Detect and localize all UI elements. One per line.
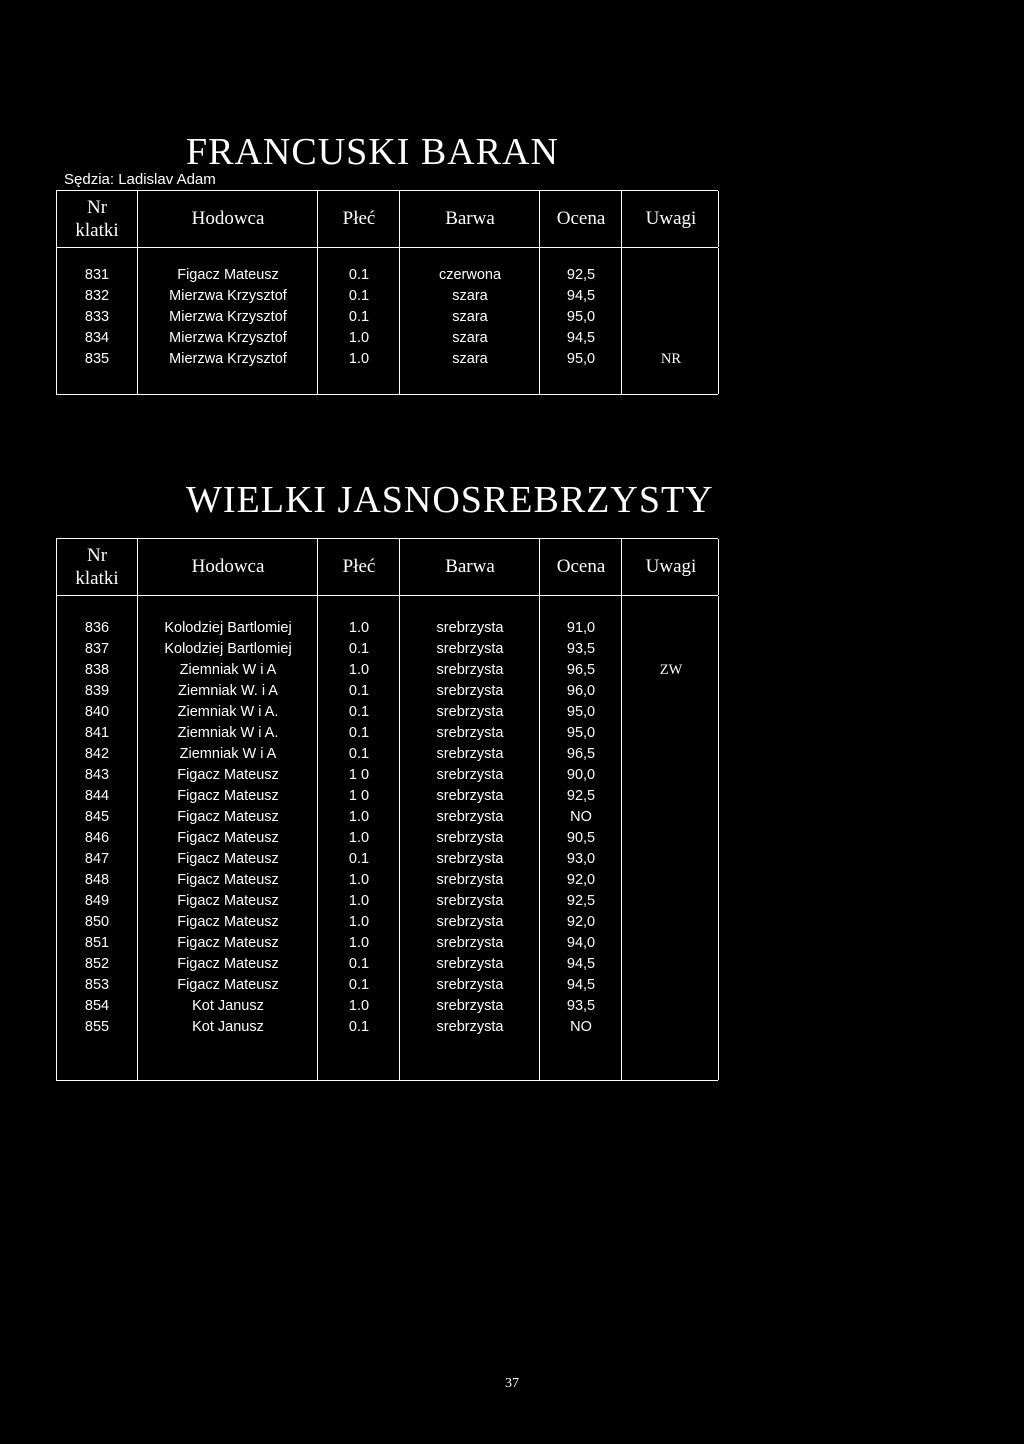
cell-plec: 0.1 <box>348 267 370 283</box>
cell-barwa: srebrzysta <box>436 620 504 636</box>
cell-hodowca: Mierzwa Krzysztof <box>169 288 287 304</box>
cell-nr: 831 <box>84 267 110 283</box>
section-title-wielki-jasnosrebrzysty: WIELKI JASNOSREBRZYSTY <box>186 479 714 521</box>
table-row <box>57 996 718 1017</box>
cell-nr: 854 <box>84 998 110 1014</box>
cell-ocena: 93,0 <box>566 851 596 867</box>
table-row <box>57 744 718 765</box>
cell-ocena: 96,0 <box>566 683 596 699</box>
table-row <box>57 954 718 975</box>
cell-plec: 0.1 <box>348 977 370 993</box>
cell-nr: 851 <box>84 935 110 951</box>
cell-ocena: 92,0 <box>566 872 596 888</box>
header-hodowca: Hodowca <box>191 556 265 577</box>
cell-barwa: srebrzysta <box>436 998 504 1014</box>
header-barwa: Barwa <box>445 208 495 229</box>
cell-hodowca: Figacz Mateusz <box>177 935 279 951</box>
cell-nr: 849 <box>84 893 110 909</box>
cell-hodowca: Figacz Mateusz <box>177 914 279 930</box>
cell-barwa: srebrzysta <box>436 830 504 846</box>
table-row <box>57 765 718 786</box>
cell-hodowca: Kot Janusz <box>192 1019 264 1035</box>
cell-ocena: NO <box>570 809 592 825</box>
table-wielki-jasnosrebrzysty <box>56 538 718 1081</box>
cell-hodowca: Kot Janusz <box>192 998 264 1014</box>
cell-plec: 0.1 <box>348 704 370 720</box>
cell-ocena: 95,0 <box>566 725 596 741</box>
cell-plec: 0.1 <box>348 309 370 325</box>
cell-ocena: 95,0 <box>566 309 596 325</box>
cell-plec: 1.0 <box>348 620 370 636</box>
cell-plec: 1.0 <box>348 872 370 888</box>
cell-hodowca: Mierzwa Krzysztof <box>169 351 287 367</box>
header-ocena: Ocena <box>556 556 606 577</box>
header-plec: Płeć <box>342 556 376 577</box>
cell-nr: 853 <box>84 977 110 993</box>
cell-barwa: srebrzysta <box>436 914 504 930</box>
table-row <box>57 639 718 660</box>
cell-barwa: srebrzysta <box>436 788 504 804</box>
cell-plec: 1.0 <box>348 914 370 930</box>
table-body <box>56 596 718 1081</box>
cell-ocena: 94,5 <box>566 977 596 993</box>
cell-nr: 850 <box>84 914 110 930</box>
cell-nr: 832 <box>84 288 110 304</box>
cell-barwa: srebrzysta <box>436 851 504 867</box>
cell-hodowca: Kolodziej Bartlomiej <box>164 641 292 657</box>
table-row <box>57 891 718 912</box>
table-row <box>57 328 718 349</box>
cell-plec: 1.0 <box>348 662 370 678</box>
cell-plec: 1.0 <box>348 998 370 1014</box>
cell-hodowca: Figacz Mateusz <box>177 977 279 993</box>
cell-hodowca: Ziemniak W i A <box>179 746 277 762</box>
cell-ocena: 93,5 <box>566 998 596 1014</box>
cell-plec: 0.1 <box>348 746 370 762</box>
header-nr-klatki <box>57 191 137 247</box>
header-nr-line1: Nr <box>86 197 108 218</box>
cell-plec: 1 0 <box>348 767 370 783</box>
section-title-francuski-baran: FRANCUSKI BARAN <box>186 131 559 173</box>
table-row <box>57 975 718 996</box>
table-row <box>57 786 718 807</box>
header-nr-line2: klatki <box>75 220 119 241</box>
cell-barwa: srebrzysta <box>436 872 504 888</box>
header-nr-klatki <box>57 539 137 595</box>
table-row <box>57 849 718 870</box>
header-nr-line2: klatki <box>75 568 119 589</box>
cell-nr: 842 <box>84 746 110 762</box>
cell-hodowca: Mierzwa Krzysztof <box>169 309 287 325</box>
cell-ocena: 94,5 <box>566 288 596 304</box>
cell-barwa: srebrzysta <box>436 935 504 951</box>
cell-barwa: szara <box>452 330 488 346</box>
cell-nr: 855 <box>84 1019 110 1035</box>
cell-barwa: srebrzysta <box>436 956 504 972</box>
table-francuski-baran <box>56 190 718 395</box>
cell-plec: 1.0 <box>348 351 370 367</box>
cell-ocena: 93,5 <box>566 641 596 657</box>
cell-ocena: 95,0 <box>566 351 596 367</box>
cell-ocena: 92,5 <box>566 267 596 283</box>
cell-hodowca: Figacz Mateusz <box>177 830 279 846</box>
cell-barwa: srebrzysta <box>436 977 504 993</box>
table-body <box>56 248 718 395</box>
cell-ocena: 95,0 <box>566 704 596 720</box>
header-barwa: Barwa <box>445 556 495 577</box>
cell-nr: 837 <box>84 641 110 657</box>
cell-hodowca: Kolodziej Bartlomiej <box>164 620 292 636</box>
cell-uwagi: ZW <box>659 662 683 678</box>
table-row <box>57 870 718 891</box>
cell-plec: 0.1 <box>348 288 370 304</box>
cell-hodowca: Figacz Mateusz <box>177 956 279 972</box>
cell-ocena: 90,5 <box>566 830 596 846</box>
table-row <box>57 618 718 639</box>
cell-ocena: 90,0 <box>566 767 596 783</box>
cell-barwa: srebrzysta <box>436 767 504 783</box>
cell-plec: 1.0 <box>348 330 370 346</box>
cell-plec: 1 0 <box>348 788 370 804</box>
cell-nr: 838 <box>84 662 110 678</box>
table-row <box>57 828 718 849</box>
cell-nr: 852 <box>84 956 110 972</box>
cell-nr: 845 <box>84 809 110 825</box>
cell-ocena: 94,5 <box>566 330 596 346</box>
header-hodowca: Hodowca <box>191 208 265 229</box>
table-header <box>56 190 718 248</box>
cell-plec: 0.1 <box>348 683 370 699</box>
judge-label: Sędzia: Ladislav Adam <box>64 171 216 188</box>
cell-plec: 0.1 <box>348 956 370 972</box>
cell-barwa: srebrzysta <box>436 809 504 825</box>
cell-hodowca: Ziemniak W i A <box>179 662 277 678</box>
cell-barwa: srebrzysta <box>436 704 504 720</box>
cell-barwa: srebrzysta <box>436 683 504 699</box>
table-row <box>57 1017 718 1038</box>
table-row <box>57 681 718 702</box>
cell-hodowca: Figacz Mateusz <box>177 767 279 783</box>
cell-nr: 836 <box>84 620 110 636</box>
table-row <box>57 723 718 744</box>
cell-ocena: 92,5 <box>566 788 596 804</box>
table-row <box>57 286 718 307</box>
cell-plec: 1.0 <box>348 893 370 909</box>
cell-nr: 844 <box>84 788 110 804</box>
cell-plec: 0.1 <box>348 851 370 867</box>
cell-nr: 839 <box>84 683 110 699</box>
header-uwagi: Uwagi <box>645 556 697 577</box>
header-plec: Płeć <box>342 208 376 229</box>
cell-plec: 1.0 <box>348 809 370 825</box>
cell-nr: 833 <box>84 309 110 325</box>
cell-ocena: NO <box>570 1019 592 1035</box>
table-row <box>57 702 718 723</box>
cell-nr: 835 <box>84 351 110 367</box>
cell-hodowca: Figacz Mateusz <box>177 872 279 888</box>
cell-barwa: czerwona <box>438 267 502 283</box>
cell-nr: 843 <box>84 767 110 783</box>
cell-barwa: szara <box>452 351 488 367</box>
cell-ocena: 92,5 <box>566 893 596 909</box>
cell-nr: 848 <box>84 872 110 888</box>
header-nr-line1: Nr <box>86 545 108 566</box>
cell-hodowca: Ziemniak W i A. <box>177 704 279 720</box>
cell-hodowca: Figacz Mateusz <box>177 893 279 909</box>
table-row <box>57 660 718 681</box>
header-ocena: Ocena <box>556 208 606 229</box>
cell-barwa: srebrzysta <box>436 641 504 657</box>
cell-hodowca: Ziemniak W i A. <box>177 725 279 741</box>
cell-plec: 0.1 <box>348 1019 370 1035</box>
cell-hodowca: Figacz Mateusz <box>177 851 279 867</box>
cell-nr: 841 <box>84 725 110 741</box>
cell-barwa: srebrzysta <box>436 725 504 741</box>
table-row <box>57 912 718 933</box>
table-row <box>57 265 718 286</box>
table-header <box>56 538 718 596</box>
cell-hodowca: Mierzwa Krzysztof <box>169 330 287 346</box>
cell-nr: 847 <box>84 851 110 867</box>
cell-nr: 840 <box>84 704 110 720</box>
cell-ocena: 94,5 <box>566 956 596 972</box>
page-number: 37 <box>505 1376 519 1391</box>
table-row <box>57 933 718 954</box>
cell-hodowca: Figacz Mateusz <box>177 267 279 283</box>
cell-plec: 1.0 <box>348 830 370 846</box>
cell-ocena: 96,5 <box>566 746 596 762</box>
header-uwagi: Uwagi <box>645 208 697 229</box>
cell-barwa: szara <box>452 309 488 325</box>
cell-barwa: szara <box>452 288 488 304</box>
cell-hodowca: Ziemniak W. i A <box>178 683 278 699</box>
cell-barwa: srebrzysta <box>436 893 504 909</box>
table-row <box>57 349 718 370</box>
cell-barwa: srebrzysta <box>436 746 504 762</box>
cell-hodowca: Figacz Mateusz <box>177 809 279 825</box>
cell-hodowca: Figacz Mateusz <box>177 788 279 804</box>
cell-barwa: srebrzysta <box>436 662 504 678</box>
cell-plec: 0.1 <box>348 641 370 657</box>
table-row <box>57 807 718 828</box>
cell-plec: 1.0 <box>348 935 370 951</box>
cell-ocena: 94,0 <box>566 935 596 951</box>
cell-nr: 834 <box>84 330 110 346</box>
cell-ocena: 96,5 <box>566 662 596 678</box>
cell-ocena: 91,0 <box>566 620 596 636</box>
cell-nr: 846 <box>84 830 110 846</box>
cell-ocena: 92,0 <box>566 914 596 930</box>
cell-uwagi: NR <box>660 351 682 367</box>
cell-plec: 0.1 <box>348 725 370 741</box>
table-row <box>57 307 718 328</box>
cell-barwa: srebrzysta <box>436 1019 504 1035</box>
